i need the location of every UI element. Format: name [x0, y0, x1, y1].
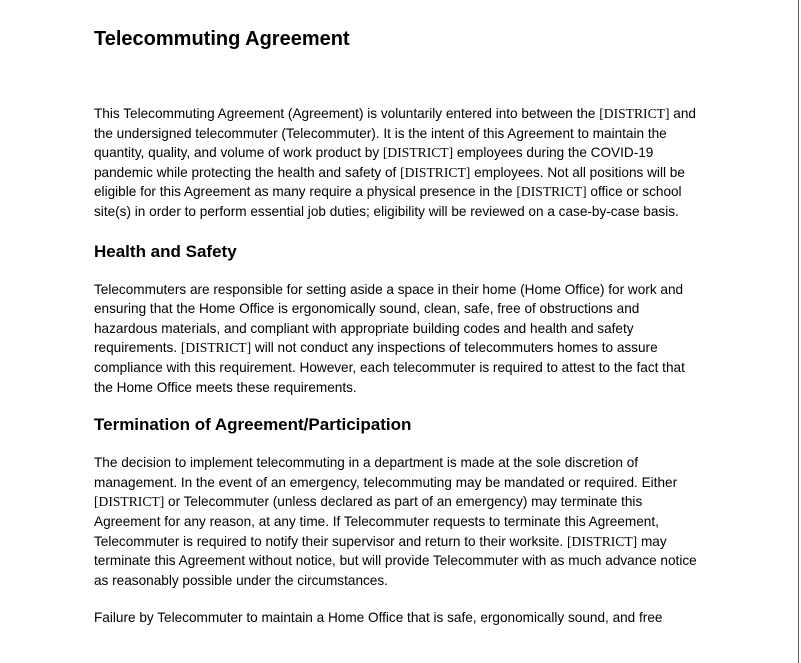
intro-text-2: and the undersigned telecommuter (Telecommuter). It is the intent of this Agreement to maintain the quantity, quality, and volume of work product by	[94, 106, 696, 161]
district-placeholder: [DISTRICT]	[516, 184, 587, 200]
termination-paragraph	[94, 453, 704, 590]
health-text-2: will not conduct any inspections of telecommuters homes to assure compliance with this requirement. However, each telecommuter is required to attest to the fact that the Home Office meets these requirements.	[94, 340, 685, 395]
failure-text-1: Failure by Telecommuter to maintain a Home Office that is safe, ergonomically sound, and free	[94, 610, 663, 626]
failure-paragraph	[94, 608, 704, 628]
health-text-1: Telecommuters are responsible for setting aside a space in their home (Home Office) for work and ensuring that the Home Office is ergonomically sound, clean, safe, free of obstructions and hazardous materials, and compliant with appropriate building codes and health and safety requirements.	[94, 281, 684, 356]
intro-paragraph	[94, 104, 704, 222]
district-placeholder: [DISTRICT]	[382, 145, 454, 161]
termination-heading: Termination of Agreement/Participation	[94, 415, 412, 435]
termination-text-2: or Telecommuter (unless declared as part of an emergency) may terminate this Agreement for any reason, at any time. If Telecommuter requests to terminate this Agreement, Telecommuter is required to notify their supervisor and return to their worksite.	[94, 494, 659, 549]
district-placeholder: [DISTRICT]	[566, 533, 638, 549]
district-placeholder: [DISTRICT]	[94, 494, 165, 510]
health-safety-paragraph	[94, 280, 704, 398]
termination-text-1: The decision to implement telecommuting in a department is made at the sole discretion of management. In the event of an emergency, telecommuting may be mandated or required. Either	[94, 455, 678, 490]
intro-text-5: office or school site(s) in order to perform essential job duties; eligibility will be reviewed on a case-by-case basis.	[94, 184, 682, 219]
district-placeholder: [DISTRICT]	[180, 340, 252, 356]
document-title: Telecommuting Agreement	[94, 28, 350, 50]
health-safety-heading: Health and Safety	[94, 241, 237, 261]
intro-text-1: This Telecommuting Agreement (Agreement) is voluntarily entered into between the	[94, 106, 600, 121]
termination-text-3: may terminate this Agreement without notice, but will provide Telecommuter with as much advance notice as reasonably possible under the circumstances.	[94, 533, 697, 588]
intro-text-4: employees. Not all positions will be eligible for this Agreement as many require a physical presence in the	[94, 164, 685, 200]
intro-text-3: employees during the COVID-19 pandemic while protecting the health and safety of	[94, 145, 654, 180]
document-content	[94, 26, 704, 628]
district-placeholder: [DISTRICT]	[599, 106, 670, 121]
district-placeholder: [DISTRICT]	[400, 164, 471, 180]
